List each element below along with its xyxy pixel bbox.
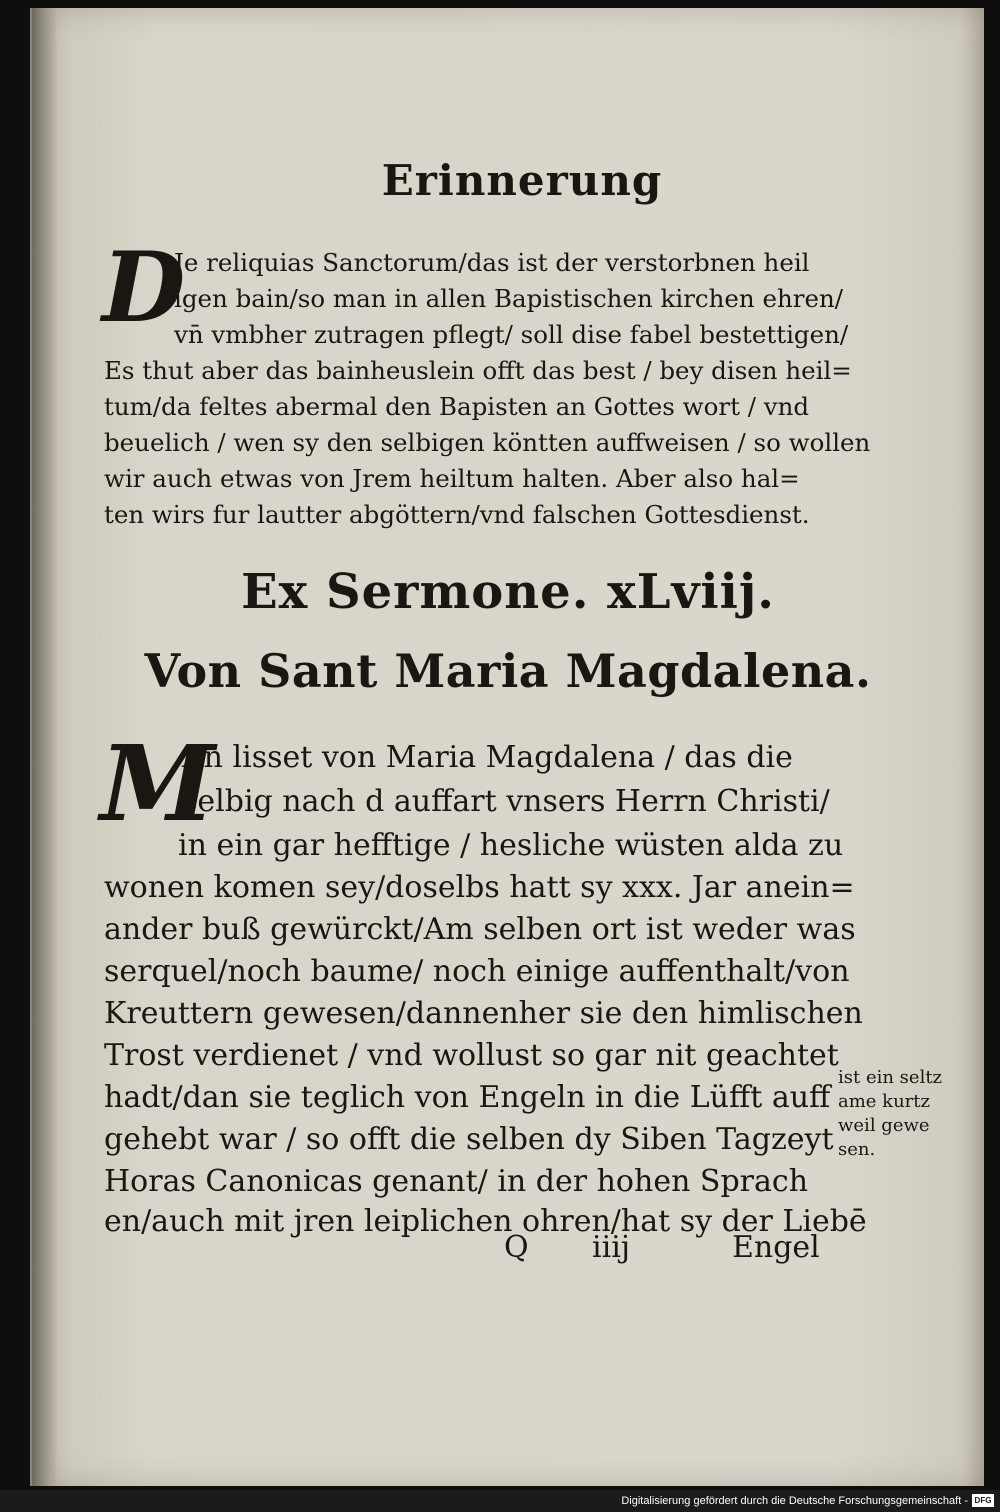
- text-line: Je reliquias Sanctorum/das ist der verstorbnen heil: [174, 248, 810, 277]
- text-line: selbig nach d auffart vnsers Herrn Christi/: [182, 784, 830, 819]
- text-line: en/auch mit jren leiplichen ohren/hat sy der Liebē: [104, 1204, 867, 1239]
- text-line: beuelich / wen sy den selbigen köntten auffweisen / so wollen: [104, 428, 871, 457]
- section-heading-sermone: Ex Sermone. xLviij.: [241, 564, 775, 620]
- text-line: ander buß gewürckt/Am selben ort ist weder was: [104, 912, 856, 947]
- text-line: in ein gar hefftige / hesliche wüsten alda zu: [178, 828, 844, 863]
- section-heading-erinnerung: Erinnerung: [381, 156, 663, 205]
- text-line: An lisset von Maria Magdalena / das die: [182, 740, 793, 775]
- footer-funding-text: Digitalisierung gefördert durch die Deutsche Forschungsgemeinschaft -: [621, 1495, 968, 1507]
- marginal-note-line: ame kurtz: [838, 1091, 930, 1112]
- page-gutter: [32, 8, 58, 1486]
- catchword: Engel: [732, 1230, 820, 1265]
- text-line: Kreuttern gewesen/dannenher sie den himlischen: [104, 996, 863, 1031]
- text-line: wir auch etwas von Jrem heiltum halten. Aber also hal=: [104, 464, 800, 493]
- text-line: igen bain/so man in allen Bapistischen kirchen ehren/: [174, 284, 844, 313]
- marginal-note-line: sen.: [838, 1139, 876, 1160]
- text-line: tum/da feltes abermal den Bapisten an Gottes wort / vnd: [104, 392, 810, 421]
- text-line: Es thut aber das bainheuslein offt das best / bey disen heil=: [104, 356, 852, 385]
- text-line: gehebt war / so offt die selben dy Siben Tagzeyt: [104, 1122, 834, 1157]
- text-line: Trost verdienet / vnd wollust so gar nit geachtet: [104, 1038, 839, 1073]
- dfg-logo: DFG: [972, 1494, 994, 1507]
- text-line: serquel/noch baume/ noch einige auffenthalt/von: [104, 954, 850, 989]
- text-line: ten wirs fur lautter abgöttern/vnd falschen Gottesdienst.: [104, 500, 810, 529]
- section-heading-maria: Von Sant Maria Magdalena.: [144, 644, 872, 698]
- signature-mark: Q: [504, 1230, 529, 1265]
- marginal-note: [838, 1066, 958, 1162]
- text-line: Horas Canonicas genant/ in der hohen Sprach: [104, 1164, 809, 1199]
- marginal-note-line: weil gewe: [838, 1115, 930, 1136]
- text-line: vn̄ vmbher zutragen pflegt/ soll dise fabel bestettigen/: [174, 320, 849, 349]
- footer-bar: [0, 1490, 1000, 1512]
- decorated-initial-m: M: [100, 722, 216, 845]
- marginal-note-line: ist ein seltz: [838, 1067, 943, 1088]
- signature-numeral: iiij: [592, 1230, 631, 1265]
- decorated-initial-d: D: [102, 231, 186, 344]
- book-page: [30, 8, 984, 1486]
- text-line: wonen komen sey/doselbs hatt sy xxx. Jar anein=: [104, 870, 855, 905]
- text-line: hadt/dan sie teglich von Engeln in die Lüfft auff: [104, 1080, 831, 1115]
